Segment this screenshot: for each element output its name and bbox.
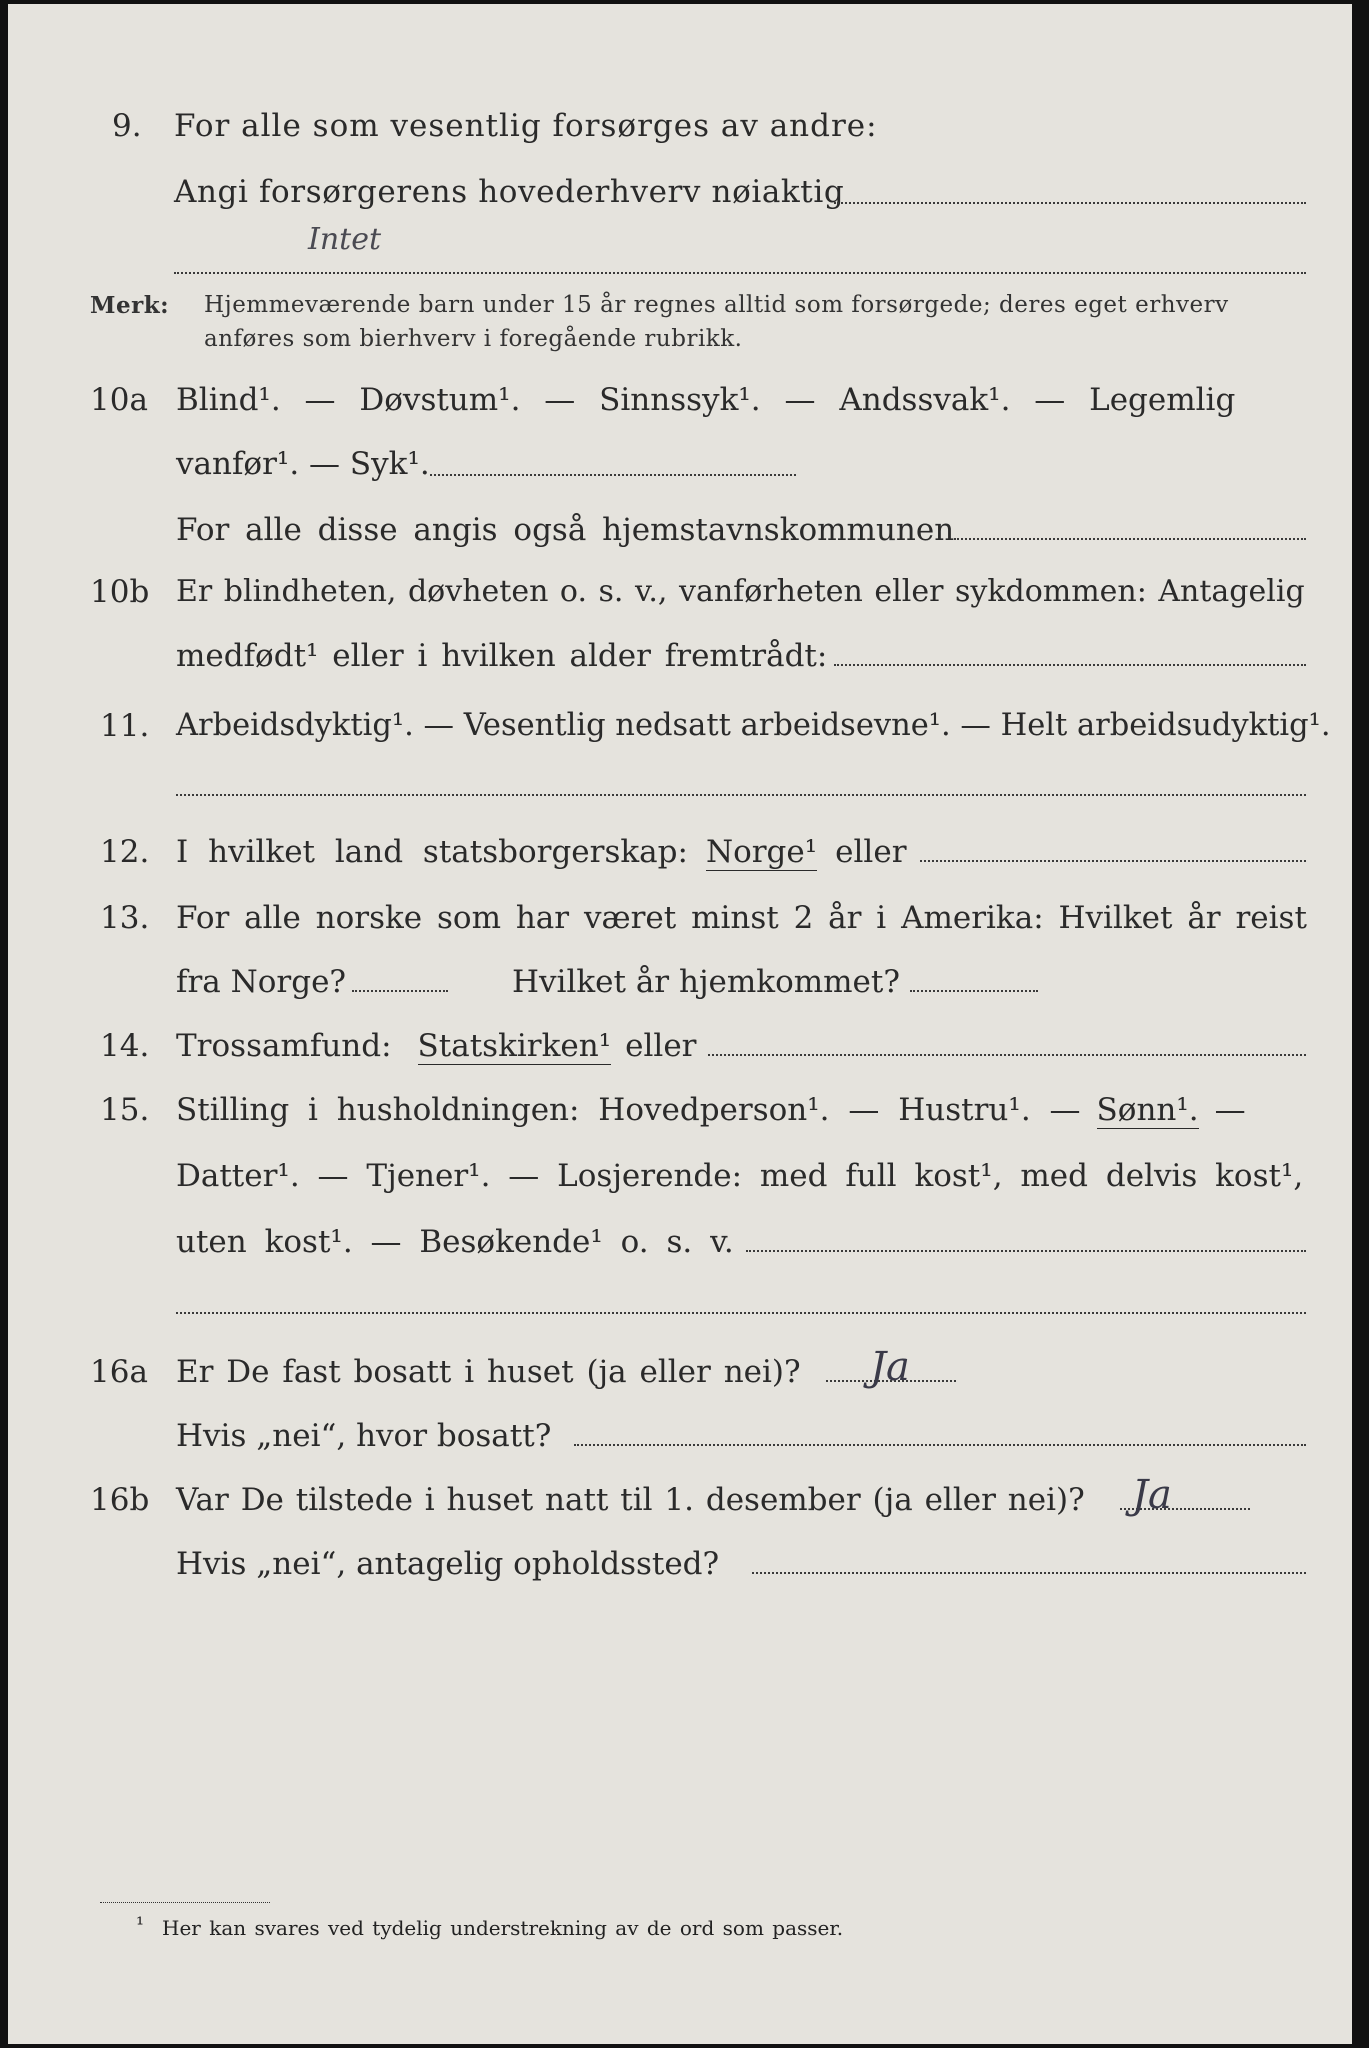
q16b-opholdssted-line	[752, 1572, 1306, 1574]
q13-reist-line	[352, 990, 448, 992]
q15-line1	[176, 1092, 1246, 1129]
q11-answer-line	[176, 794, 1306, 796]
q16a-handwritten-answer: Ja	[870, 1344, 910, 1390]
q16a-line2: Hvis „nei“, hvor bosatt?	[176, 1418, 552, 1454]
q14-post: eller	[625, 1028, 697, 1064]
q9-answer-line	[174, 272, 1306, 274]
q14-line	[176, 1028, 696, 1065]
q15-line1b: —	[1214, 1092, 1246, 1128]
q15-number: 15.	[100, 1092, 150, 1128]
q9-handwritten-answer: Intet	[308, 222, 382, 257]
q10b-number: 10b	[90, 574, 150, 610]
q15-line1a: Stilling i husholdningen: Hovedperson¹. — Hustru¹. —	[176, 1092, 1081, 1128]
q12-post: eller	[835, 834, 907, 870]
footnote-text: Her kan svares ved tydelig understrekning av de ord som passer.	[162, 1916, 844, 1940]
q16b-line1: Var De tilstede i huset natt til 1. desember (ja eller nei)?	[176, 1482, 1085, 1518]
merk-line1: Hjemmeværende barn under 15 år regnes alltid som forsørgede; deres eget erhverv	[204, 292, 1229, 318]
q16a-bosatt-line	[574, 1444, 1306, 1446]
census-form-page	[8, 4, 1352, 2044]
q11-number: 11.	[100, 708, 150, 744]
q12-line	[176, 834, 907, 871]
q10a-line1: Blind¹. — Døvstum¹. — Sinnssyk¹. — Andssvak¹. — Legemlig	[176, 382, 1236, 418]
q13-line1: For alle norske som har været minst 2 år i Amerika: Hvilket år reist	[176, 900, 1307, 936]
q10b-line1: Er blindheten, døvheten o. s. v., vanførheten eller sykdommen: Antagelig	[176, 574, 1305, 609]
q9-number: 9.	[112, 108, 142, 144]
q15-answer-line	[176, 1312, 1306, 1314]
q14-pre: Trossamfund:	[176, 1028, 392, 1064]
q16b-number: 16b	[90, 1482, 150, 1518]
q15-sonn-option: Sønn¹.	[1096, 1092, 1199, 1128]
q13-hjemkommet-line	[910, 990, 1038, 992]
q16a-line1: Er De fast bosatt i huset (ja eller nei)?	[176, 1354, 801, 1390]
footnote-rule	[100, 1902, 270, 1903]
q9-line2: Angi forsørgerens hovederhverv nøiaktig	[174, 174, 845, 210]
q13-number: 13.	[100, 900, 150, 936]
q10a-line2: vanfør¹. — Syk¹.	[176, 446, 430, 482]
q11-line1: Arbeidsdyktig¹. — Vesentlig nedsatt arbeidsevne¹. — Helt arbeidsudyktig¹.	[176, 708, 1331, 743]
merk-line2: anføres som bierhverv i foregående rubrikk.	[204, 326, 743, 352]
q12-pre: I hvilket land statsborgerskap:	[176, 834, 688, 870]
q16b-handwritten-answer: Ja	[1132, 1472, 1172, 1518]
q10a-syk-line	[430, 474, 796, 476]
q16a-number: 16a	[90, 1354, 148, 1390]
q13-line2a: fra Norge?	[176, 964, 347, 1000]
q10a-number: 10a	[90, 382, 148, 418]
q14-other-line	[708, 1054, 1306, 1056]
q12-number: 12.	[100, 834, 150, 870]
q10a-hjemstavn-line	[954, 538, 1306, 540]
q10a-line3: For alle disse angis også hjemstavnskommunen	[176, 512, 955, 548]
q12-other-line	[920, 860, 1306, 862]
q15-line3: uten kost¹. — Besøkende¹ o. s. v.	[176, 1224, 734, 1260]
q14-number: 14.	[100, 1028, 150, 1064]
q10b-alder-line	[834, 664, 1306, 666]
q12-norge-option: Norge¹	[705, 834, 818, 870]
q9-dotted-line	[834, 202, 1306, 204]
q10b-line2: medfødt¹ eller i hvilken alder fremtrådt:	[176, 638, 828, 674]
q16b-line2: Hvis „nei“, antagelig opholdssted?	[176, 1546, 720, 1582]
merk-label: Merk:	[90, 292, 170, 319]
footnote-mark: ¹	[136, 1912, 145, 1936]
q14-statskirken-option: Statskirken¹	[417, 1028, 612, 1064]
q15-line2: Datter¹. — Tjener¹. — Losjerende: med full kost¹, med delvis kost¹,	[176, 1158, 1304, 1194]
q15-osv-line	[746, 1250, 1306, 1252]
q13-line2b: Hvilket år hjemkommet?	[512, 964, 900, 1000]
q9-line1: For alle som vesentlig forsørges av andre:	[174, 108, 878, 144]
